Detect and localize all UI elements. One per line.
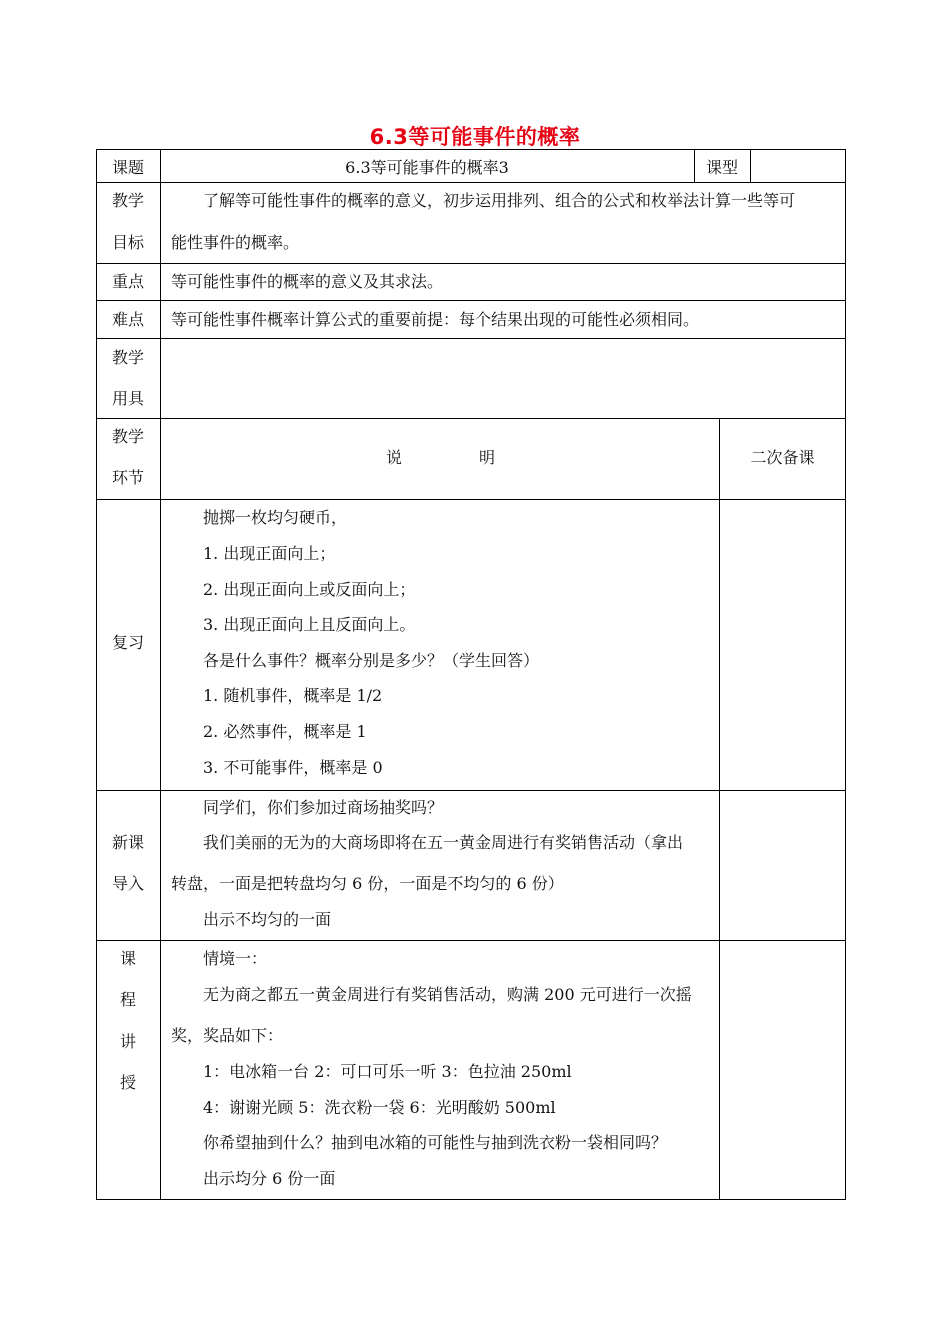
goal-text-2: 能性事件的概率。 [171, 233, 300, 252]
lesson-label-char: 讲 [119, 1032, 136, 1051]
review-label: 复习 [111, 633, 144, 652]
key-point-text: 等可能性事件的概率的意义及其求法。 [171, 272, 444, 291]
type-label: 课型 [705, 158, 738, 177]
goal-label-2: 目标 [111, 233, 144, 252]
stage-label-1: 教学 [111, 427, 144, 446]
lesson-line: 你希望抽到什么？抽到电冰箱的可能性与抽到洗衣粉一袋相同吗？ [203, 1133, 668, 1152]
description-header-b: 明 [479, 448, 496, 467]
goal-text-1: 了解等可能性事件的概率的意义，初步运用排列、组合的公式和枚举法计算一些等可 [203, 191, 796, 210]
description-header-a: 说 [386, 448, 403, 467]
lesson-line: 奖，奖品如下： [171, 1026, 284, 1045]
lesson-line: 无为商之都五一黄金周进行有奖销售活动，购满 200 元可进行一次摇 [203, 985, 692, 1004]
lesson-label-char: 程 [119, 990, 136, 1009]
intro-label-2: 导入 [111, 874, 144, 893]
tools-label-1: 教学 [111, 348, 144, 367]
lesson-line: 1：电冰箱一台 2：可口可乐一听 3：色拉油 250ml [203, 1062, 572, 1081]
second-prep-header: 二次备课 [750, 448, 815, 467]
stage-label-2: 环节 [111, 468, 144, 487]
difficulty-label: 难点 [111, 310, 144, 329]
review-line: 3. 不可能事件，概率是 0 [203, 758, 383, 777]
review-line: 各是什么事件？概率分别是多少？（学生回答） [203, 651, 540, 670]
review-line: 2. 必然事件，概率是 1 [203, 722, 367, 741]
page-title: 6.3等可能事件的概率 [369, 125, 581, 149]
lesson-line: 出示均分 6 份一面 [203, 1169, 336, 1188]
lesson-line: 4：谢谢光顾 5：洗衣粉一袋 6：光明酸奶 500ml [203, 1098, 556, 1117]
difficulty-text: 等可能性事件概率计算公式的重要前提：每个结果出现的可能性必须相同。 [171, 310, 700, 329]
review-line: 抛掷一枚均匀硬币， [203, 508, 348, 527]
intro-line: 我们美丽的无为的大商场即将在五一黄金周进行有奖销售活动（拿出 [203, 833, 684, 852]
intro-label-1: 新课 [111, 833, 144, 852]
goal-label-1: 教学 [111, 191, 144, 210]
review-line: 3. 出现正面向上且反面向上。 [203, 615, 416, 634]
key-point-label: 重点 [111, 272, 144, 291]
intro-line: 同学们，你们参加过商场抽奖吗？ [203, 798, 444, 817]
review-line: 2. 出现正面向上或反面向上； [203, 580, 416, 599]
intro-line: 出示不均匀的一面 [203, 910, 332, 929]
tools-label-2: 用具 [111, 389, 144, 408]
topic-label: 课题 [111, 158, 144, 177]
lesson-line: 情境一： [203, 949, 268, 968]
lesson-label-char: 课 [119, 949, 136, 968]
review-line: 1. 随机事件，概率是 1/2 [203, 686, 383, 705]
intro-line: 转盘，一面是把转盘均匀 6 份，一面是不均匀的 6 份） [171, 874, 564, 893]
topic-value: 6.3等可能事件的概率3 [345, 158, 509, 177]
lesson-label-char: 授 [119, 1073, 136, 1092]
review-line: 1. 出现正面向上； [203, 544, 336, 563]
